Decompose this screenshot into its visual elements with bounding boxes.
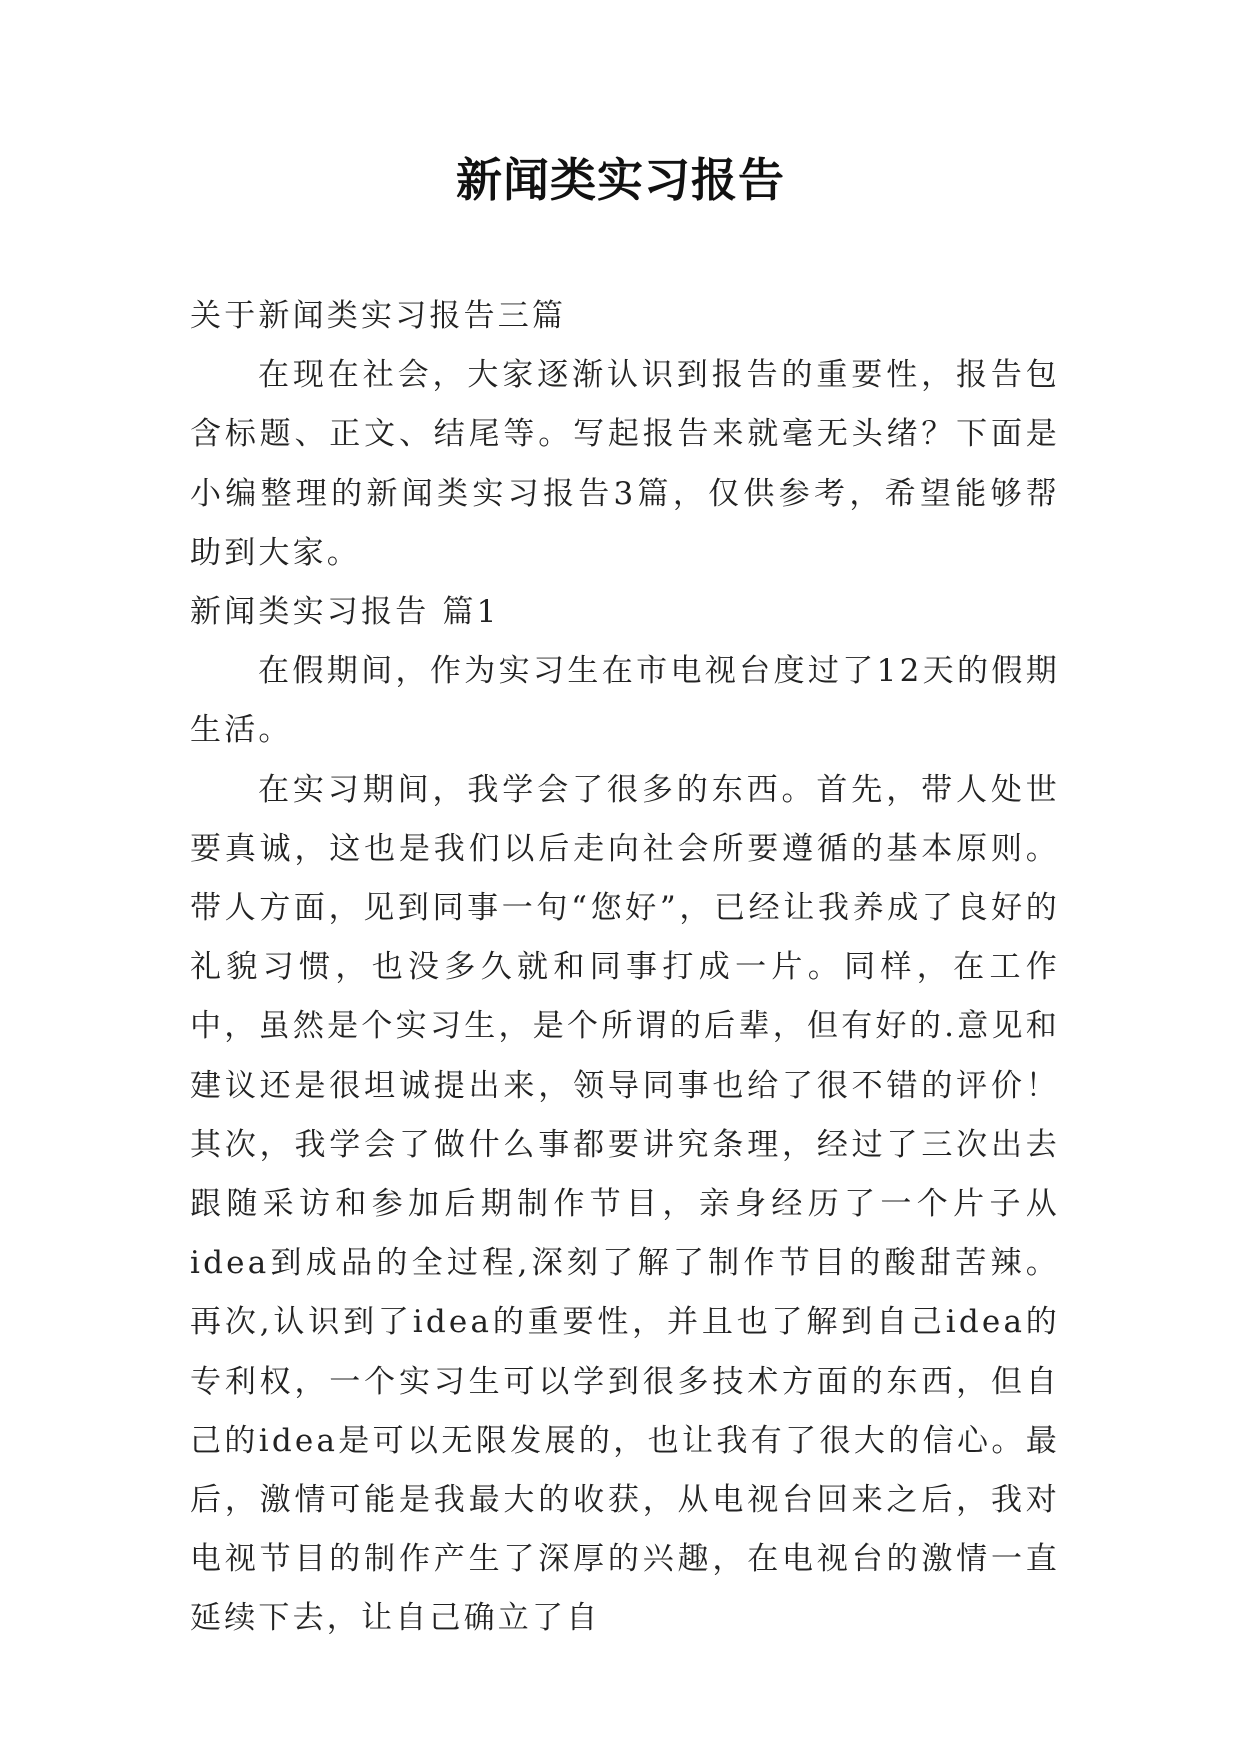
intro-paragraph: 在现在社会，大家逐渐认识到报告的重要性，报告包含标题、正文、结尾等。写起报告来就毫无头绪？下面是小编整理的新闻类实习报告3篇，仅供参考，希望能够帮助到大家。 — [190, 357, 1060, 571]
document-title: 新闻类实习报告 — [456, 153, 785, 207]
document-body — [190, 287, 1060, 1649]
body-paragraph: 在实习期间，我学会了很多的东西。首先，带人处世要真诚，这也是我们以后走向社会所要遵循的基本原则。带人方面，见到同事一句“您好”，已经让我养成了良好的礼貌习惯，也没多久就和同事打成一片。同样，在工作中，虽然是个实习生，是个所谓的后辈，但有好的.意见和建议还是很坦诚提出来，领导同事也给了很不错的评价！其次，我学会了做什么事都要讲究条理，经过了三次出去跟随采访和参加后期制作节目，亲身经历了一个片子从idea到成品的全过程,深刻了解了制作节目的酸甜苦辣。再次,认识到了idea的重要性，并且也了解到自己idea的专利权，一个实习生可以学到很多技术方面的东西，但自己的idea是可以无限发展的，也让我有了很大的信心。最后，激情可能是我最大的收获，从电视台回来之后，我对电视节目的制作产生了深厚的兴趣，在电视台的激情一直延续下去，让自己确立了自 — [190, 771, 1060, 1637]
body-paragraph: 在假期间，作为实习生在市电视台度过了12天的假期生活。 — [190, 653, 1060, 749]
section-heading: 新闻类实习报告 篇1 — [190, 594, 500, 631]
document-subtitle: 关于新闻类实习报告三篇 — [190, 298, 567, 334]
